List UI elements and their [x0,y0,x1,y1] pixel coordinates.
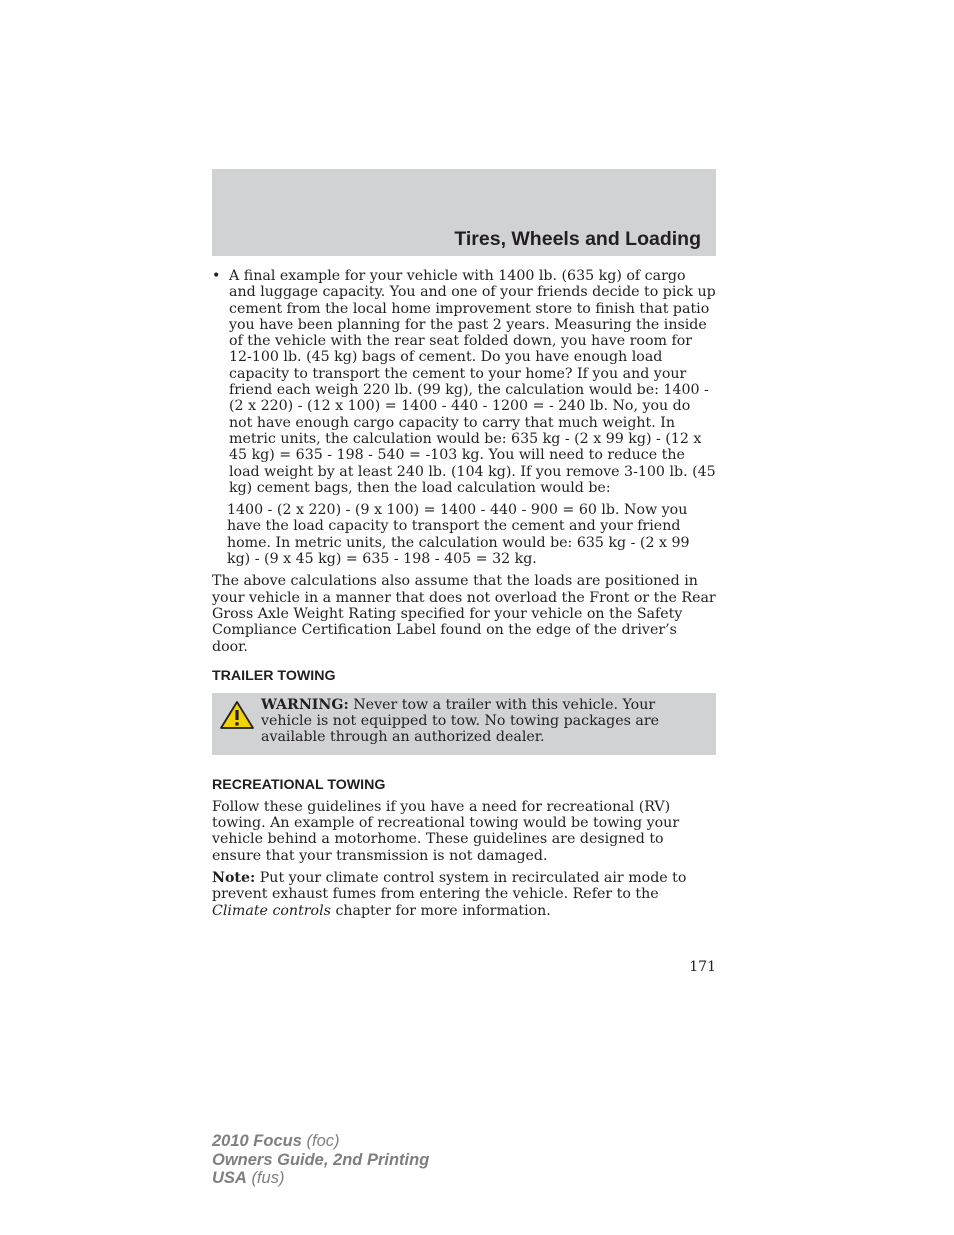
note-paragraph [212,870,716,919]
chapter-header-band [212,169,716,256]
footer-model: 2010 Focus [212,1132,302,1150]
chapter-title: Tires, Wheels and Loading [454,228,701,250]
footer-imprint [212,1132,429,1188]
footer-region-code: (fus) [251,1169,285,1187]
warning-triangle-icon [219,700,255,730]
page-content [212,268,716,919]
bullet-icon: • [212,268,221,284]
note-label: Note: [212,870,256,887]
recreational-towing-paragraph: Follow these guidelines if you have a need for recreational (RV) towing. An example of recreational towing would be towing your vehicle behind a motorhome. These guidelines are designed to ensure that your transmission is not damaged. [212,798,680,864]
trailer-towing-heading: TRAILER TOWING [212,667,336,684]
warning-label: WARNING: [261,696,349,713]
warning-text: Never tow a trailer with this vehicle. Your vehicle is not equipped to tow. No towing packages are available through an authorized dealer. [261,696,660,746]
note-text: Put your climate control system in recirculated air mode to prevent exhaust fumes from entering the vehicle. Refer to the [212,870,687,903]
footer-guide: Owners Guide, 2nd Printing [212,1150,430,1169]
list-item [212,268,716,496]
footer-line-region [212,1169,429,1188]
footer-line-guide [212,1151,429,1170]
footer-line-model [212,1132,429,1151]
calculation-paragraph: 1400 - (2 x 220) - (9 x 100) = 1400 - 440 - 900 = 60 lb. Now you have the load capacity to transport the cement and your friend home. In metric units, the calculation would be: 635 kg - (2 x 99 kg) - (9 x 45 kg) = 635 - 198 - 405 = 32 kg. [227,502,690,568]
note-end-text: chapter for more information. [335,902,551,919]
footer-region: USA [212,1169,247,1187]
page-number: 171 [689,959,716,975]
assumption-paragraph: The above calculations also assume that the loads are positioned in your vehicle in a manner that does not overload the Front or the Rear Gross Axle Weight Rating specified for your vehicle on the Safety Compliance Certification Label found on the edge of the driver’s door. [212,573,716,655]
footer-model-code: (foc) [306,1132,340,1150]
warning-box [212,693,716,755]
bullet-text: A final example for your vehicle with 1400 lb. (635 kg) of cargo and luggage capacity. You and one of your friends decide to pick up cement from the local home improvement store to finish that patio you have been planning for the past 2 years. Measuring the inside of the vehicle with the rear seat folded down, you have room for 12-100 lb. (45 kg) bags of cement. Do you have enough load capacity to transport the cement to your home? If you and your friend each weigh 220 lb. (99 kg), the calculation would be: 1400 - (2 x 220) - (12 x 100) = 1400 - 440 - 1200 = - 240 lb. No, you do not have enough cargo capacity to carry that much weight. In metric units, the calculation would be: 635 kg - (2 x 99 kg) - (12 x 45 kg) = 635 - 198 - 540 = -103 kg. You will need to reduce the load weight by at least 240 lb. (104 kg). If you remove 3-100 lb. (45 kg) cement bags, then the load calculation would be: [229,268,716,496]
climate-controls-reference: Climate controls [212,902,331,919]
recreational-towing-heading: RECREATIONAL TOWING [212,776,386,793]
